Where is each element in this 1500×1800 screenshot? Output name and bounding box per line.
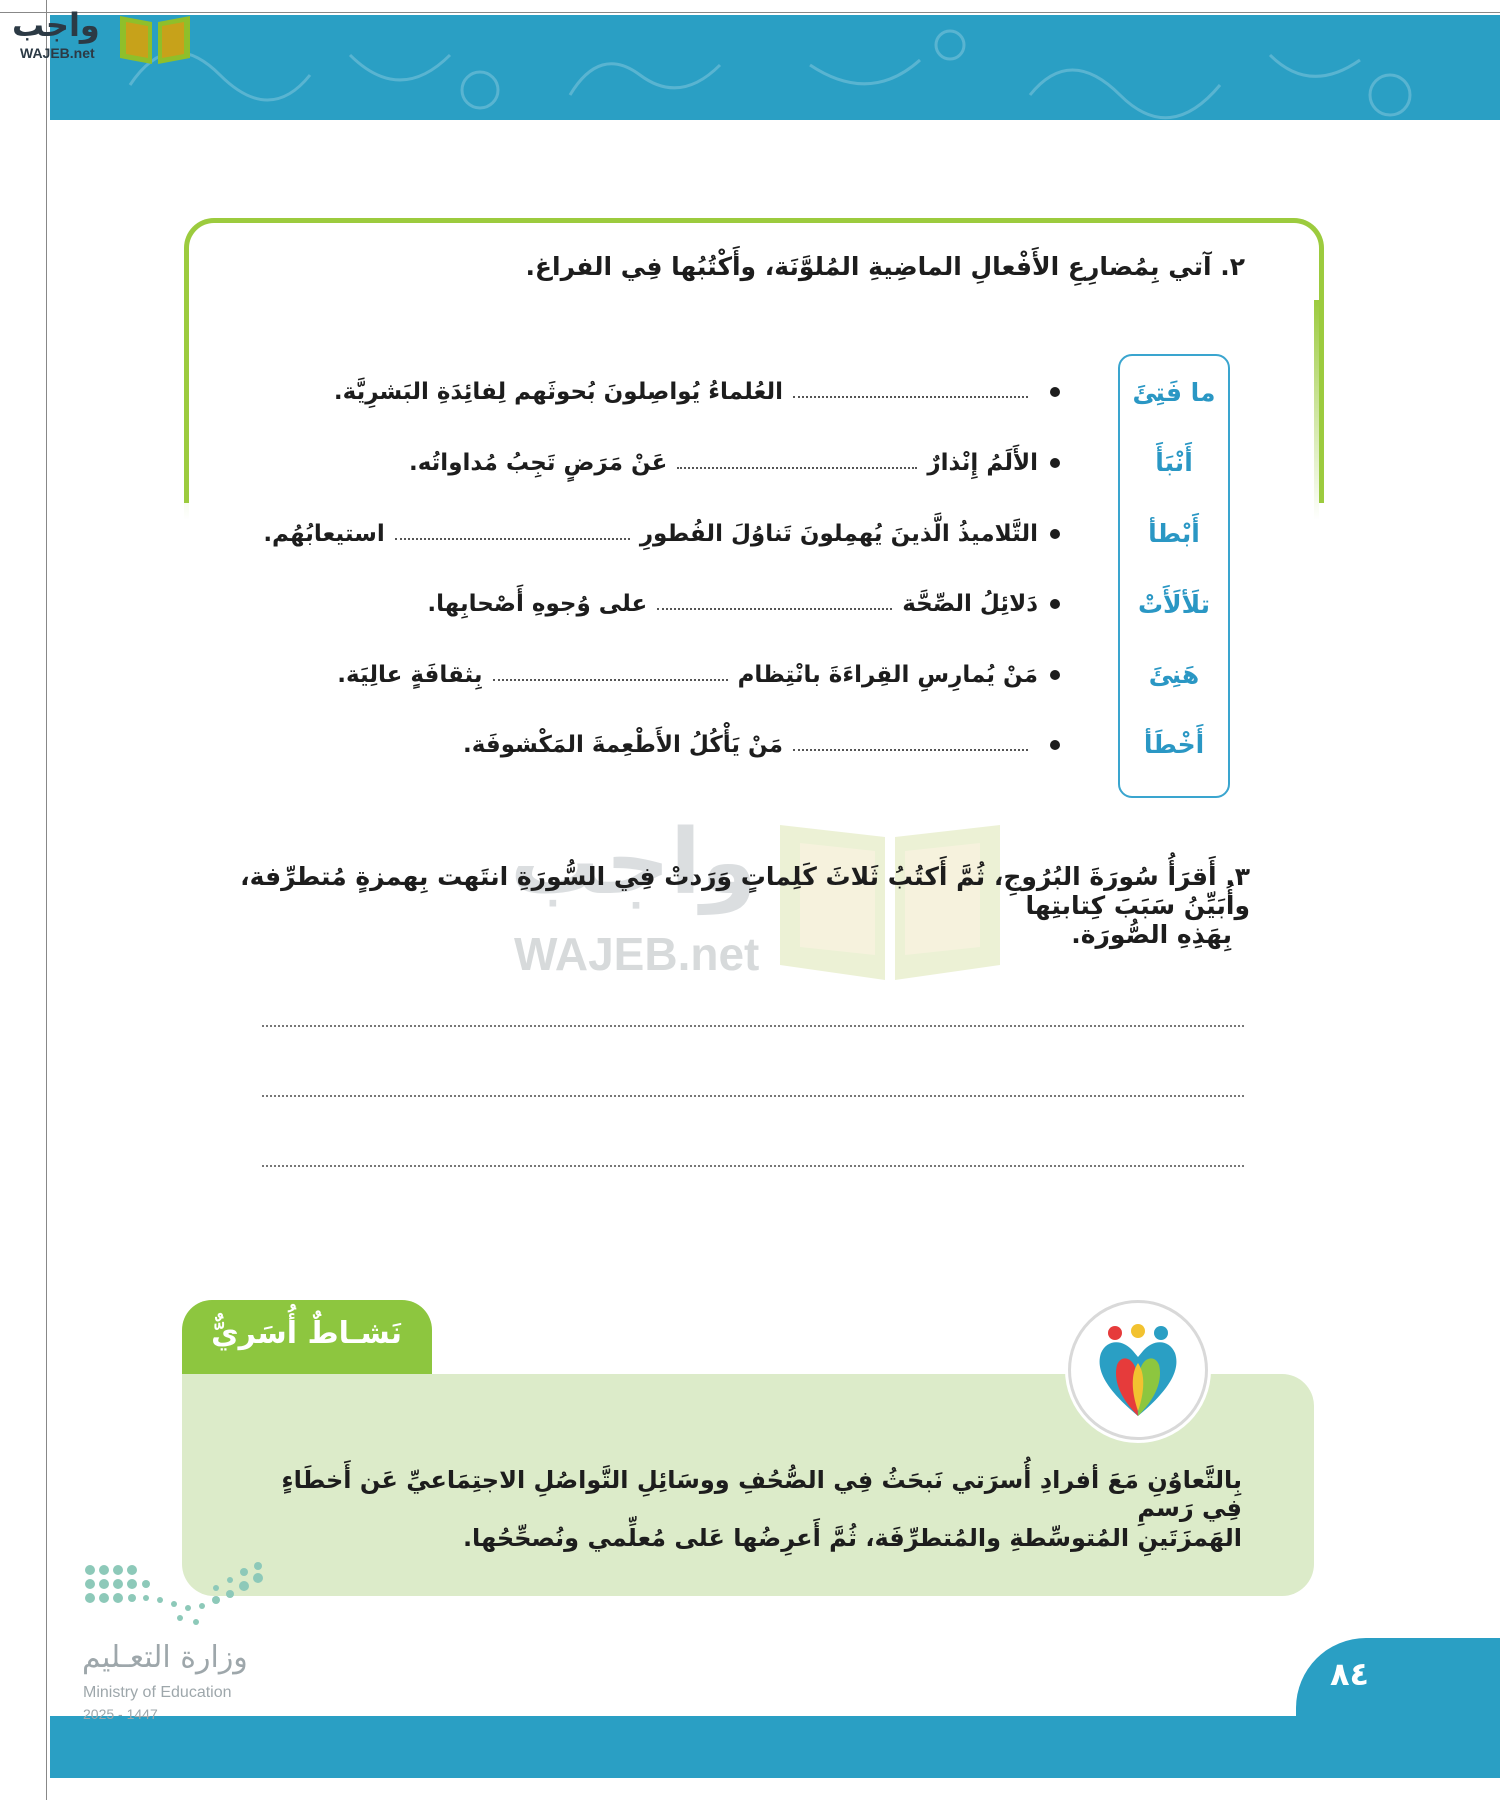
bullet	[1050, 387, 1060, 397]
sentence-row	[263, 514, 1060, 554]
answer-blank[interactable]	[395, 538, 630, 540]
sentence-row	[337, 655, 1060, 695]
ministry-english-name: Ministry of Education	[83, 1684, 232, 1701]
word-bank-item: تلَألَأَتْ	[1137, 590, 1211, 619]
answer-line[interactable]	[262, 1095, 1244, 1097]
watermark-arabic: واجب	[510, 810, 757, 915]
answer-line[interactable]	[262, 1025, 1244, 1027]
sentence-text: مَنْ يُمارِسِ القِراءَةَ بانْتِظام	[737, 662, 1038, 688]
answer-blank[interactable]	[657, 608, 892, 610]
sentence-text: دَلائِلُ الصِّحَّة	[902, 591, 1038, 617]
word-bank-item: ما فَتِئَ	[1132, 378, 1216, 407]
ministry-dots-icon	[80, 1560, 280, 1635]
bullet	[1050, 529, 1060, 539]
exercise3-instruction: ٣. أَقرَأُ سُورَةَ البُرُوجِ، ثُمَّ أَكتُبُ ثَلاثَ كَلِماتٍ وَرَدتْ فِي السُّورَةِ انتَهت بِهمزةٍ مُتطرِّفة، وأُبَيِّنُ سَبَبَ كِتابتِها	[240, 862, 1250, 920]
sentence-text: عَنْ مَرَضٍ تَجِبُ مُداواتُه.	[408, 450, 668, 476]
book-icon	[116, 8, 194, 68]
family-activity-text: الهَمزَتَينِ المُتوسِّطةِ والمُتطرِّفَة، ثُمَّ أَعرِضُها عَلى مُعلِّمي ونُصحِّحُها.	[462, 1524, 1242, 1552]
exercise3-instruction-cont: بِهَذِهِ الصُّورَة.	[1071, 920, 1232, 949]
logo-latin-text: WAJEB.net	[20, 45, 95, 61]
answer-blank[interactable]	[793, 396, 1028, 398]
ministry-arabic-name: وزارة التعـليم	[82, 1640, 248, 1675]
header-band	[50, 15, 1500, 120]
answer-blank[interactable]	[793, 749, 1028, 751]
bullet	[1050, 740, 1060, 750]
sentence-text: الأَلَمُ إِنْذارٌ	[927, 450, 1038, 476]
exercise2-instruction: ٢. آتي بِمُضارِعِ الأَفْعالِ الماضِيةِ المُلوَّنَة، وأَكْتُبُها فِي الفراغ.	[525, 252, 1245, 281]
family-activity-tab	[182, 1300, 432, 1380]
sentence-row	[427, 584, 1060, 624]
sentence-text: العُلماءُ يُواصِلونَ بُحوثَهم لِفائِدَةِ البَشرِيَّة.	[333, 379, 783, 405]
footer-band	[50, 1716, 1500, 1778]
frame-fade-left	[184, 300, 189, 520]
logo-arabic-text: واجب	[12, 6, 100, 44]
sentence-text: استيعابُهُم.	[263, 521, 385, 547]
wajeb-logo[interactable]	[8, 6, 193, 68]
ministry-year: 2025 - 1447	[83, 1706, 158, 1722]
header-pattern	[50, 15, 1500, 120]
bullet	[1050, 599, 1060, 609]
word-bank-item: أَنْبَأَ	[1155, 448, 1193, 477]
word-bank-item: أَخْطَأ	[1143, 730, 1205, 759]
crop-line-top	[0, 12, 1500, 13]
watermark-latin: WAJEB.net	[514, 928, 760, 980]
word-bank-item: هَنِئَ	[1148, 660, 1200, 689]
answer-blank[interactable]	[677, 467, 917, 469]
page-number-tab	[1296, 1638, 1500, 1718]
family-icon	[1068, 1300, 1208, 1440]
family-activity-text: بِالتَّعاوُنِ مَعَ أفرادِ أُسرَتي نَبحَثُ فِي الصُّحُفِ ووسَائِلِ التَّواصُلِ الاجتِمَاعيِّ عَن أَخطَاءٍ فِي رَسمِ	[281, 1466, 1242, 1522]
frame-fade-right	[1314, 300, 1319, 520]
sentence-text: بِثقافَةٍ عالِيَة.	[337, 662, 483, 688]
word-bank	[1118, 354, 1230, 798]
sentence-row	[334, 372, 1060, 412]
bullet	[1050, 458, 1060, 468]
family-activity-title: نَشـاطٌ أُسَريٌّ	[211, 1316, 402, 1351]
sentence-text: مَنْ يَأْكُلُ الأَطْعِمةَ المَكْشوفَة.	[462, 732, 783, 758]
answer-blank[interactable]	[493, 679, 728, 681]
family-heart-icon	[1093, 1321, 1183, 1421]
sentence-text: التَّلاميذُ الَّذينَ يُهمِلونَ تَناوُلَ الفُطورِ	[639, 521, 1038, 547]
sentence-row	[463, 725, 1060, 765]
crop-line-left	[46, 0, 47, 1800]
answer-line[interactable]	[262, 1165, 1244, 1167]
page-number: ٨٤	[1330, 1655, 1370, 1693]
word-bank-item: أَبْطأ	[1148, 519, 1200, 548]
sentence-text: على وُجوهِ أَصْحابِها.	[427, 591, 648, 617]
ministry-logo	[80, 1560, 280, 1720]
sentence-row	[409, 443, 1060, 483]
bullet	[1050, 670, 1060, 680]
